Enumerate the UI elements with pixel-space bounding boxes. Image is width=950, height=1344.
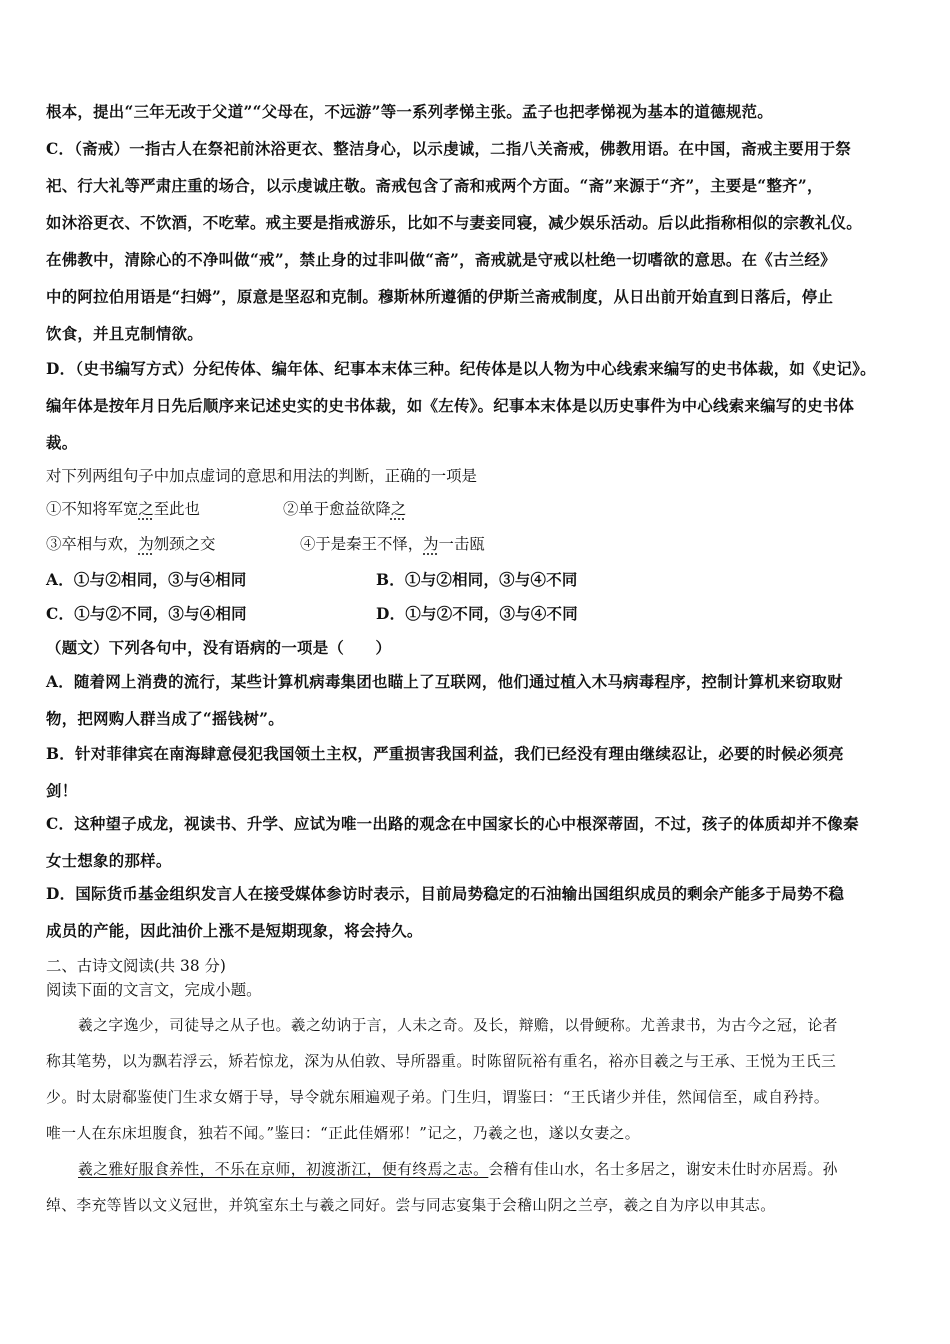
- option-d-text: D．（史书编写方式）分纪传体、编年体、纪事本末体三种。纪传体是以人物为中心线索来编写的史书体裁，如《史记》。: [46, 360, 876, 378]
- text-line: 物，把网购人群当成了“摇钱树”。: [46, 710, 284, 728]
- passage-line: 羲之雅好服食养性，不乐在京师，初渡浙江，便有终焉之志。会稽有佳山水，名士多居之，谢安未仕时亦居焉。孙: [78, 1161, 838, 1178]
- text-line: 饮食，并且克制情欲。: [46, 325, 203, 343]
- text-line: 编年体是按年月日先后顺序来记述史实的史书体裁，如《左传》。纪事本末体是以历史事件为中心线索来编写的史书体: [46, 397, 855, 415]
- passage-line: 称其笔势，以为飘若浮云，矫若惊龙，深为从伯敦、导所器重。时陈留阮裕有重名，裕亦目羲之与王承、王悦为王氏三: [46, 1053, 837, 1070]
- answer-option-c[interactable]: C．①与②不同，③与④相同: [46, 605, 247, 623]
- passage-line: 羲之字逸少，司徒导之从子也。羲之幼讷于言，人未之奇。及长，辩赡，以骨鲠称。尤善隶书，为古今之冠，论者: [78, 1017, 838, 1034]
- passage-line: 绰、李充等皆以文义冠世，并筑室东土与羲之同好。尝与同志宴集于会稽山阴之兰亭，羲之自为序以申其志。: [46, 1197, 776, 1214]
- question-stem: （题文）下列各句中，没有语病的一项是（ ）: [46, 639, 392, 657]
- answer-option-b[interactable]: B．①与②相同，③与④不同: [376, 571, 578, 589]
- text-line: 如沐浴更衣、不饮酒，不吃荤。戒主要是指戒游乐，比如不与妻妾同寝，减少娱乐活动。后以此指称相似的宗教礼仪。: [46, 214, 862, 232]
- answer-option-a[interactable]: A．①与②相同，③与④相同: [46, 571, 247, 589]
- sentence-4: ④于是秦王不怿，为一击瓯: [300, 535, 485, 553]
- text-line: 中的阿拉伯用语是“扫姆”，原意是坚忍和克制。穆斯林所遵循的伊斯兰斋戒制度，从日出前开始直到日落后，停止: [46, 288, 834, 306]
- answer-option-a[interactable]: A．随着网上消费的流行，某些计算机病毒集团也瞄上了互联网，他们通过植入木马病毒程序，控制计算机来窃取财: [46, 673, 843, 691]
- text-line: 根本，提出“三年无改于父道”“父母在，不远游”等一系列孝悌主张。孟子也把孝悌视为基本的道德规范。: [46, 103, 773, 121]
- question-stem: 对下列两组句子中加点虚词的意思和用法的判断，正确的一项是: [46, 467, 477, 485]
- section-title: 二、古诗文阅读(共 38 分): [46, 957, 226, 975]
- answer-option-b[interactable]: B．针对菲律宾在南海肆意侵犯我国领土主权，严重损害我国利益，我们已经没有理由继续忍让，必要的时候必须亮: [46, 745, 844, 763]
- passage-line: 唯一人在东床坦腹食，独若不闻。”鉴曰：“正此佳婿邪！”记之，乃羲之也，遂以女妻之。: [46, 1125, 640, 1142]
- dotted-word: 之: [390, 500, 407, 518]
- text-line: 剑！: [46, 782, 78, 800]
- text-line: 在佛教中，清除心的不净叫做“戒”，禁止身的过非叫做“斋”，斋戒就是守戒以杜绝一切嗜欲的意思。在《古兰经》: [46, 251, 836, 269]
- dotted-word: 为: [138, 535, 154, 553]
- answer-option-d[interactable]: D．①与②不同，③与④不同: [376, 605, 578, 623]
- option-c-text: C．（斋戒）一指古人在祭祀前沐浴更衣、整洁身心，以示虔诚，二指八关斋戒，佛教用语。在中国，斋戒主要用于祭: [46, 140, 852, 158]
- sentence-1: ①不知将军宽之至此也: [46, 500, 200, 518]
- sentence-2: ②单于愈益欲降之: [283, 500, 407, 518]
- text-line: 裁。: [46, 434, 78, 452]
- passage-line: 少。时太尉郗鉴使门生求女婿于导，导令就东厢遍观子弟。门生归，谓鉴曰：“王氏诸少并佳，然闻信至，咸自矜持。: [46, 1089, 830, 1106]
- answer-option-c[interactable]: C．这种望子成龙，视读书、升学、应试为唯一出路的观念在中国家长的心中根深蒂固，不过，孩子的体质却并不像秦: [46, 815, 859, 833]
- dotted-word: 之: [138, 500, 154, 518]
- text-line: 祀、行大礼等严肃庄重的场合，以示虔诚庄敬。斋戒包含了斋和戒两个方面。“斋”来源于“齐”，主要是“整齐”，: [46, 177, 823, 195]
- sentence-3: ③卒相与欢，为刎颈之交: [46, 535, 216, 553]
- dotted-word: 为: [423, 535, 439, 553]
- text-line: 女士想象的那样。: [46, 852, 172, 870]
- section-instruction: 阅读下面的文言文，完成小题。: [46, 981, 262, 999]
- text-line: 成员的产能，因此油价上涨不是短期现象，将会持久。: [46, 922, 423, 940]
- underlined-sentence: 羲之雅好服食养性，不乐在京师，初渡浙江，便有终焉之志。: [78, 1161, 489, 1178]
- answer-option-d[interactable]: D．国际货币基金组织发言人在接受媒体参访时表示，目前局势稳定的石油输出国组织成员的剩余产能多于局势不稳: [46, 885, 845, 903]
